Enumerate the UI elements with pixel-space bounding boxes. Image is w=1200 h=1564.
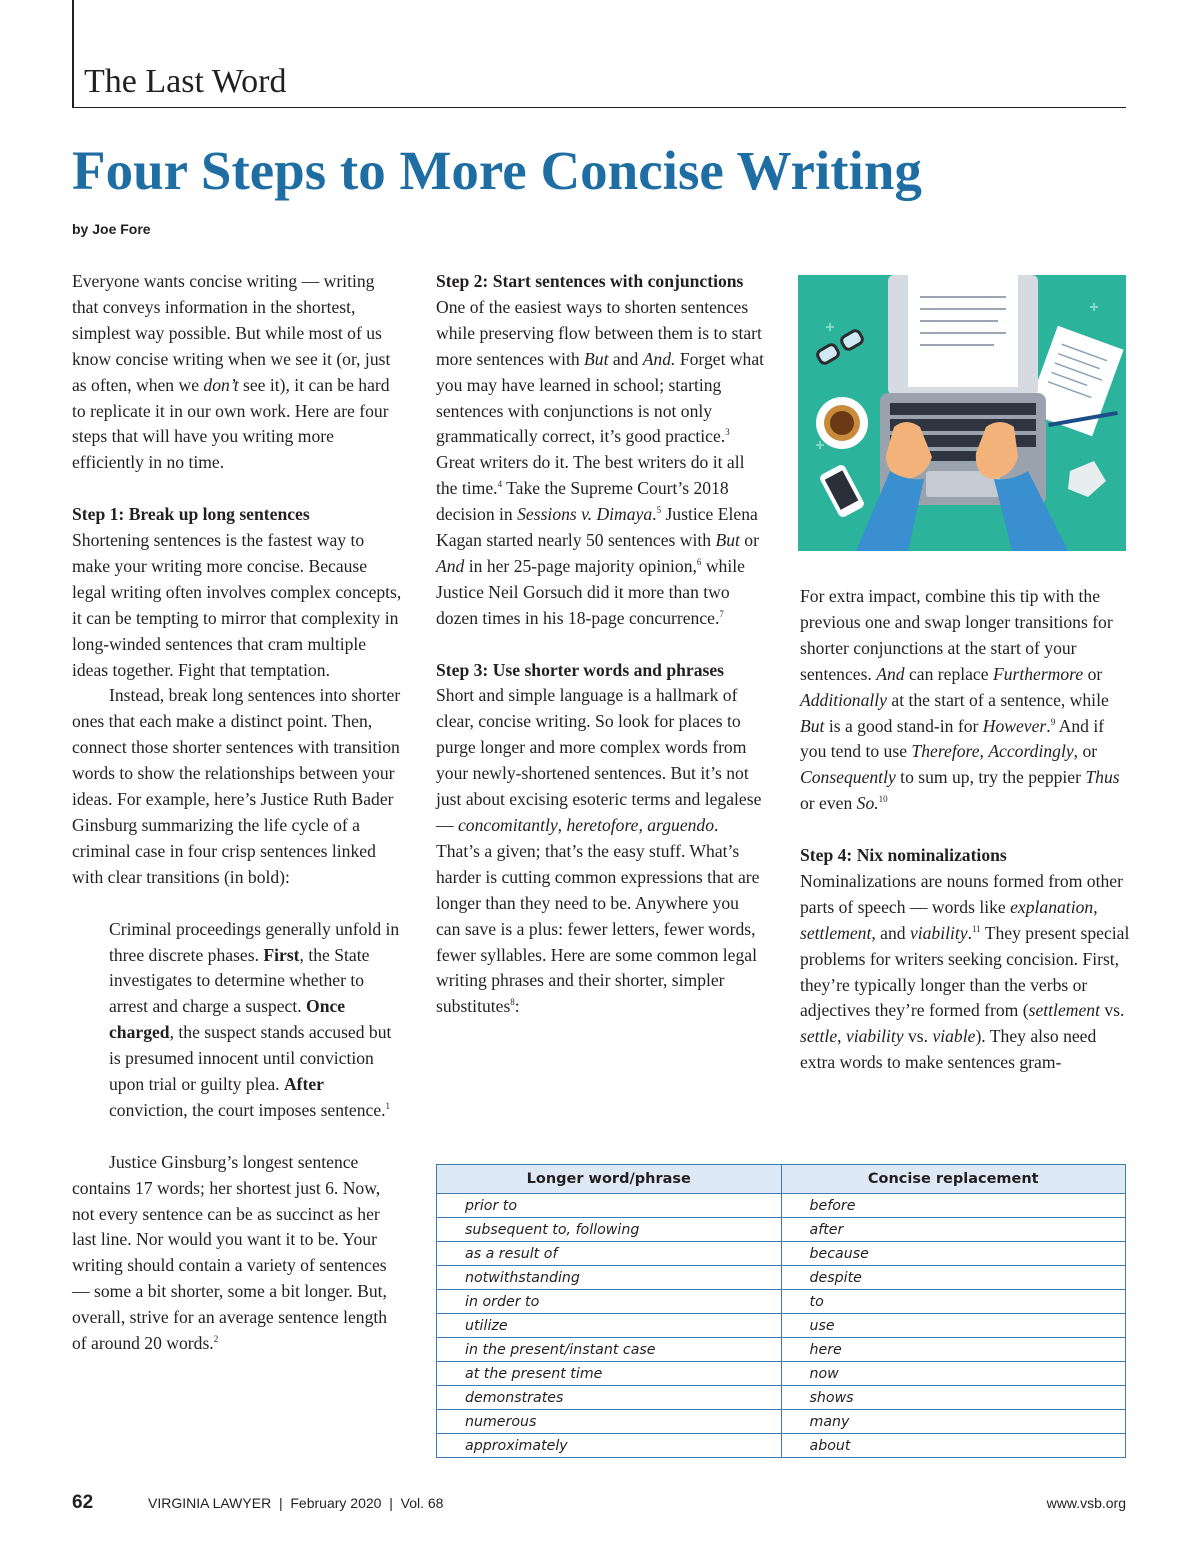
text-run: or even [800,793,857,814]
text-run: And [876,663,905,684]
footnote-ref: 2 [213,1334,219,1345]
text-run: First [263,944,300,965]
footnote-ref: 7 [719,608,724,619]
table-row [437,1362,1126,1386]
text-run: And. [642,348,676,369]
text-run: Criminal proceedings generally unfold in three discrete phases. [109,918,400,965]
text-run: . [967,922,972,943]
table-row [437,1386,1126,1410]
concise-replacement-cell: despite [781,1266,1126,1290]
table-row [437,1434,1126,1458]
byline: by Joe Fore [72,221,151,237]
longer-phrase-cell: in the present/instant case [437,1338,782,1362]
step4-heading: Step 4: Nix nominalizations [800,845,1007,866]
website-link[interactable]: www.vsb.org [1046,1495,1126,1511]
longer-phrase-cell: demonstrates [437,1386,782,1410]
ginsburg-quote [109,917,402,1124]
concise-replacement-cell: now [781,1362,1126,1386]
text-run: Everyone wants concise writing — writing that conveys information in the shortest, simplest way possible. But while most of us know concise writing when we see it (or, just as often, when we [72,271,391,395]
step3-heading: Step 3: Use shorter words and phrases [436,659,725,680]
section-rule-horizontal [72,107,1126,108]
text-run: viability [909,922,968,943]
table-row [437,1266,1126,1290]
text-run: Additionally [800,689,887,710]
text-run: Therefore [911,741,980,762]
text-run: Sessions v. Dimaya [517,504,653,525]
step1-paragraph-2 [72,683,402,890]
concise-replacement-cell: about [781,1434,1126,1458]
text-run: concomitantly [458,815,558,836]
footnote-ref: 3 [725,427,730,438]
text-run: to sum up, try the peppier [895,767,1086,788]
text-run: while Justice Neil Gorsuch did it more than two dozen times in his 18-page concurrence. [436,555,745,628]
table-row [437,1314,1126,1338]
longer-phrase-cell: in order to [437,1290,782,1314]
text-run: and [875,922,910,943]
section-rule-vertical [72,0,74,108]
table-row [437,1410,1126,1434]
longer-phrase-cell: notwithstanding [437,1266,782,1290]
text-run: , [837,1026,846,1047]
column-2 [436,269,766,1020]
text-run: , [979,741,989,762]
step4-paragraph [800,869,1130,1076]
concise-replacement-cell: because [781,1242,1126,1266]
text-run: Great writers do it. The best writers do it all the time. [436,452,745,499]
text-run: don’t [203,374,239,395]
header-longer-phrase: Longer word/phrase [437,1165,782,1194]
text-run: One of the easiest ways to shorten sentences while preserving flow between them is to start more sentences with [436,296,762,369]
longer-phrase-cell: subsequent to, following [437,1218,782,1242]
section-label: The Last Word [84,63,287,100]
text-run: settle [800,1026,838,1047]
text-run: ). They also need extra words to make sentences gram- [800,1026,1097,1073]
text-run: and [608,348,643,369]
text-run: , [1093,896,1098,917]
text-run: vs. [1099,1000,1125,1021]
concise-replacement-cell: before [781,1194,1126,1218]
footnote-ref: 4 [497,479,503,490]
table-row [437,1218,1126,1242]
text-run: in her 25-page majority opinion, [464,555,697,576]
word-replacement-table [436,1164,1126,1458]
text-run: However [982,715,1047,736]
concise-replacement-cell: here [781,1338,1126,1362]
step1-closing-paragraph [72,1150,402,1357]
text-run: can replace [904,663,993,684]
column-3 [800,584,1130,1076]
text-run: at the start of a sentence, while [886,689,1109,710]
text-run: Accordingly [988,741,1074,762]
text-run: or [739,530,759,551]
text-run: , the suspect stands accused but is presumed innocent until conviction upon trial or guilty plea. [109,1022,392,1095]
text-run: For extra impact, combine this tip with the previous one and swap longer transitions for shorter conjunctions at the start of your sentences. [800,586,1113,684]
page-number: 62 [72,1492,94,1513]
text-run: vs. [903,1026,933,1047]
text-run: And [436,555,465,576]
text-run: Consequently [800,767,896,788]
table-row [437,1242,1126,1266]
text-run: viability [845,1026,904,1047]
table-body [437,1194,1126,1458]
table-row [437,1194,1126,1218]
longer-phrase-cell: numerous [437,1410,782,1434]
text-run: conviction, the court imposes sentence. [109,1099,386,1120]
text-run: Take the Supreme Court’s 2018 decision in [436,478,729,525]
longer-phrase-cell: as a result of [437,1242,782,1266]
text-run: . That’s a given; that’s the easy stuff. What’s harder is cutting common expressions that are longer than they need to be. Anywhere you can save is a plus: fewer letters, fewer words, fewer syllables. Here are some common legal writing phrases and their shorter, simpler substitutes [436,815,760,1017]
longer-phrase-cell: approximately [437,1434,782,1458]
step1-paragraph-1 [72,528,402,683]
footnote-ref: 8 [510,997,515,1008]
text-run: Short and simple language is a hallmark of clear, concise writing. So look for places to purge longer and more complex words from your newly-shortened sentences. But it’s not just about excising esoteric terms and legalese — [436,685,762,836]
text-run: . [652,504,657,525]
concise-replacement-cell: use [781,1314,1126,1338]
text-run: But [800,715,825,736]
text-run: Shortening sentences is the fastest way to make your writing more concise. Because legal writing often involves complex concepts, it can be tempting to mirror that complexity in long-winded sentences that cram multiple ideas together. Fight that temptation. [72,530,402,680]
concise-replacement-cell: after [781,1218,1126,1242]
text-run: . [1046,715,1051,736]
text-run: : [514,996,520,1017]
longer-phrase-cell: prior to [437,1194,782,1218]
text-run: But [584,348,609,369]
header-concise-replacement: Concise replacement [781,1165,1126,1194]
text-run: is a good stand-in for [824,715,983,736]
step2-heading: Step 2: Start sentences with conjunctions [436,271,744,291]
article-title: Four Steps to More Concise Writing [72,140,922,201]
concise-replacement-cell: shows [781,1386,1126,1410]
table-header-row [437,1165,1126,1194]
table-row [437,1290,1126,1314]
step1-heading: Step 1: Break up long sentences [72,504,310,525]
text-run: Nominalizations are nouns formed from other parts of speech — words like [800,870,1123,917]
footnote-ref: 11 [972,923,981,934]
laptop-illustration [798,275,1126,551]
text-run: Once charged [109,996,346,1043]
step3-continued-paragraph [800,584,1130,817]
text-run: Thus [1085,767,1120,788]
text-run: settlement [1028,1000,1100,1021]
text-run: viable [932,1026,976,1047]
column-1 [72,269,402,1357]
footnote-ref: 1 [385,1101,391,1112]
footnote-ref: 5 [656,505,662,516]
text-run: or [1083,663,1103,684]
magazine-info: VIRGINIA LAWYER | February 2020 | Vol. 68 [148,1495,444,1511]
text-run: , the State investigates to determine whether to arrest and charge a suspect. [109,944,370,1017]
concise-replacement-cell: many [781,1410,1126,1434]
text-run: So. [856,793,879,814]
step3-paragraph [436,683,766,1020]
longer-phrase-cell: utilize [437,1314,782,1338]
text-run: explanation [1010,896,1094,917]
text-run: Forget what you may have learned in school; starting sentences with conjunctions is not only grammatically correct, it’s good practice. [436,348,765,447]
text-run: settlement, [800,922,876,943]
text-run: Justice Ginsburg’s longest sentence contains 17 words; her shortest just 6. Now, not every sentence can be as succinct as her last line. Nor would you want it to be. Your writing should contain a variety of sentences — some a bit shorter, some a bit longer. But, overall, strive for an average sentence length of around 20 words. [72,1151,388,1354]
text-run: But [715,530,740,551]
text-run: , [557,815,567,836]
text-run: heretofore, arguendo [566,815,715,836]
text-run: Furthermore [992,663,1084,684]
intro-paragraph [72,269,402,476]
table-row [437,1338,1126,1362]
text-run: , or [1073,741,1098,762]
desk-workspace-image [798,275,1126,551]
concise-replacement-cell: to [781,1290,1126,1314]
longer-phrase-cell: at the present time [437,1362,782,1386]
footnote-ref: 10 [878,794,888,805]
text-run: After [283,1074,324,1095]
text-run: see it), it can be hard to replicate it in our own work. Here are four steps that will have you writing more efficiently in no time. [72,374,390,473]
text-run: And if you tend to use [800,715,1105,762]
step2-paragraph [436,295,766,632]
footnote-ref: 9 [1050,716,1056,727]
footnote-ref: 6 [696,557,702,568]
text-run: Justice Elena Kagan started nearly 50 sentences with [436,504,758,551]
text-run: Instead, break long sentences into shorter ones that each make a distinct point. Then, connect those shorter sentences with transition words to show the relationships between your ideas. For example, here’s Justice Ruth Bader Ginsburg summarizing the life cycle of a criminal case in four crisp sentences linked with clear transitions (in bold): [72,685,401,887]
text-run: They present special problems for writers seeking concision. First, they’re typically longer than the verbs or adjectives they’re formed from ( [800,922,1130,1021]
